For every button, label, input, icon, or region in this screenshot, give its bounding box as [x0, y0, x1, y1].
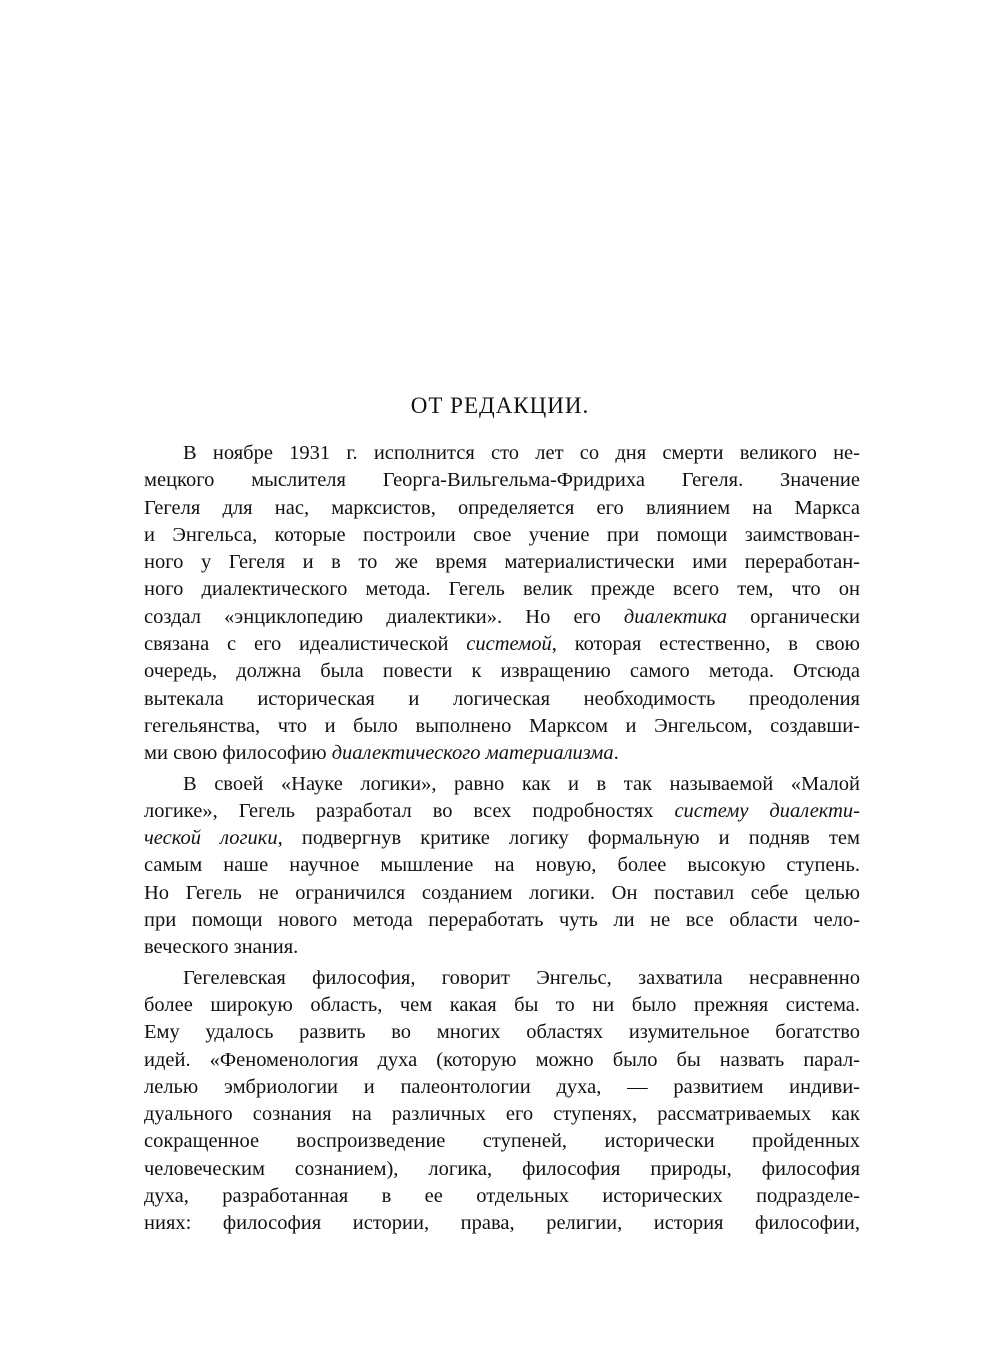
- text-span: духа, разработанная в ее отдельных исторических подразделе-: [144, 1185, 860, 1208]
- text-span: , которая естественно, в свою: [551, 633, 860, 656]
- text-span: Ему удалось развить во многих областях изумительное богатство: [144, 1021, 860, 1044]
- text-span: , подвергнув критике логику формальную и подняв тем: [277, 827, 860, 850]
- body-text: [144, 440, 860, 1238]
- text-span: мецкого мыслителя Георга-Вильгельма-Фридриха Гегеля. Значение: [144, 469, 860, 492]
- italic-text: систему диалекти-: [674, 799, 861, 822]
- text-line: [144, 1019, 860, 1046]
- text-line: [144, 1074, 860, 1101]
- paragraph: [144, 965, 860, 1238]
- text-span: органически: [726, 605, 860, 628]
- paragraph: [144, 440, 860, 768]
- text-span: В своей «Науке логики», равно как и в так называемой «Малой: [183, 772, 860, 795]
- text-line: [144, 1156, 860, 1183]
- text-span: при помощи нового метода переработать чуть ли не все области чело-: [144, 909, 860, 932]
- text-line: [144, 1210, 860, 1237]
- text-span: В ноябре 1931 г. исполнится сто лет со дня смерти великого не-: [183, 442, 860, 464]
- text-line: [144, 825, 860, 852]
- italic-text: диалектического материализма: [331, 742, 614, 765]
- text-line: [144, 771, 860, 798]
- text-line: [144, 798, 860, 825]
- text-span: и Энгельса, которые построили свое учение при помощи заимствован-: [144, 523, 860, 546]
- text-span: вытекала историческая и логическая необходимость преодоления: [144, 687, 860, 710]
- italic-text: системой: [466, 633, 552, 656]
- text-span: очередь, должна была повести к извращению самого метода. Отсюда: [144, 660, 860, 683]
- text-span: .: [613, 742, 619, 765]
- italic-text: диалектика: [623, 605, 727, 628]
- text-line: [144, 686, 860, 713]
- text-span: веческого знания.: [144, 936, 299, 959]
- text-line: [144, 965, 860, 992]
- text-line: [144, 1183, 860, 1210]
- text-span: Но Гегель не ограничился созданием логики. Он поставил себе целью: [144, 881, 860, 904]
- text-span: создал «энциклопедию диалектики». Но его: [144, 605, 624, 628]
- text-span: Гегелевская философия, говорит Энгельс, захватила несравненно: [183, 966, 860, 989]
- text-span: ми свою философию: [144, 742, 332, 765]
- text-line: [144, 631, 860, 658]
- text-line: [144, 907, 860, 934]
- text-line: [144, 467, 860, 494]
- italic-text: ческой логики: [144, 827, 278, 850]
- page-title: ОТ РЕДАКЦИИ.: [410, 393, 590, 418]
- text-line: [144, 1128, 860, 1155]
- text-line: [144, 713, 860, 740]
- text-span: более широкую область, чем какая бы то ни было прежняя система.: [144, 993, 860, 1016]
- text-line: [144, 880, 860, 907]
- text-span: ного у Гегеля и в то же время материалистически ими переработан-: [144, 551, 860, 574]
- text-span: ного диалектического метода. Гегель велик прежде всего тем, что он: [144, 578, 860, 601]
- text-line: [144, 1047, 860, 1074]
- text-line: [144, 522, 860, 549]
- text-span: гегельянства, что и было выполнено Марксом и Энгельсом, создавши-: [144, 714, 860, 737]
- text-span: ниях: философия истории, права, религии, история философии,: [144, 1212, 860, 1235]
- text-line: [144, 1101, 860, 1128]
- text-line: [144, 495, 860, 522]
- text-line: [144, 658, 860, 685]
- text-span: дуального сознания на различных его ступенях, рассматриваемых как: [144, 1103, 860, 1126]
- paragraph: [144, 771, 860, 962]
- text-span: Гегеля для нас, марксистов, определяется его влиянием на Маркса: [144, 496, 860, 519]
- text-span: связана с его идеалистической: [144, 633, 467, 656]
- text-line: [144, 934, 860, 961]
- text-span: лелью эмбриологии и палеонтологии духа, — развитием индиви-: [144, 1075, 860, 1098]
- text-line: [144, 576, 860, 603]
- text-span: сокращенное воспроизведение ступеней, исторически пройденных: [144, 1130, 860, 1153]
- text-span: человеческим сознанием), логика, философия природы, философия: [144, 1157, 860, 1180]
- text-line: [144, 440, 860, 467]
- text-line: [144, 740, 860, 767]
- text-span: логике», Гегель разработал во всех подробностях: [144, 799, 675, 822]
- text-line: [144, 992, 860, 1019]
- text-line: [144, 549, 860, 576]
- text-span: самым наше научное мышление на новую, более высокую ступень.: [144, 854, 860, 877]
- text-span: идей. «Феноменология духа (которую можно было бы назвать парал-: [144, 1048, 860, 1071]
- text-line: [144, 852, 860, 879]
- text-line: [144, 604, 860, 631]
